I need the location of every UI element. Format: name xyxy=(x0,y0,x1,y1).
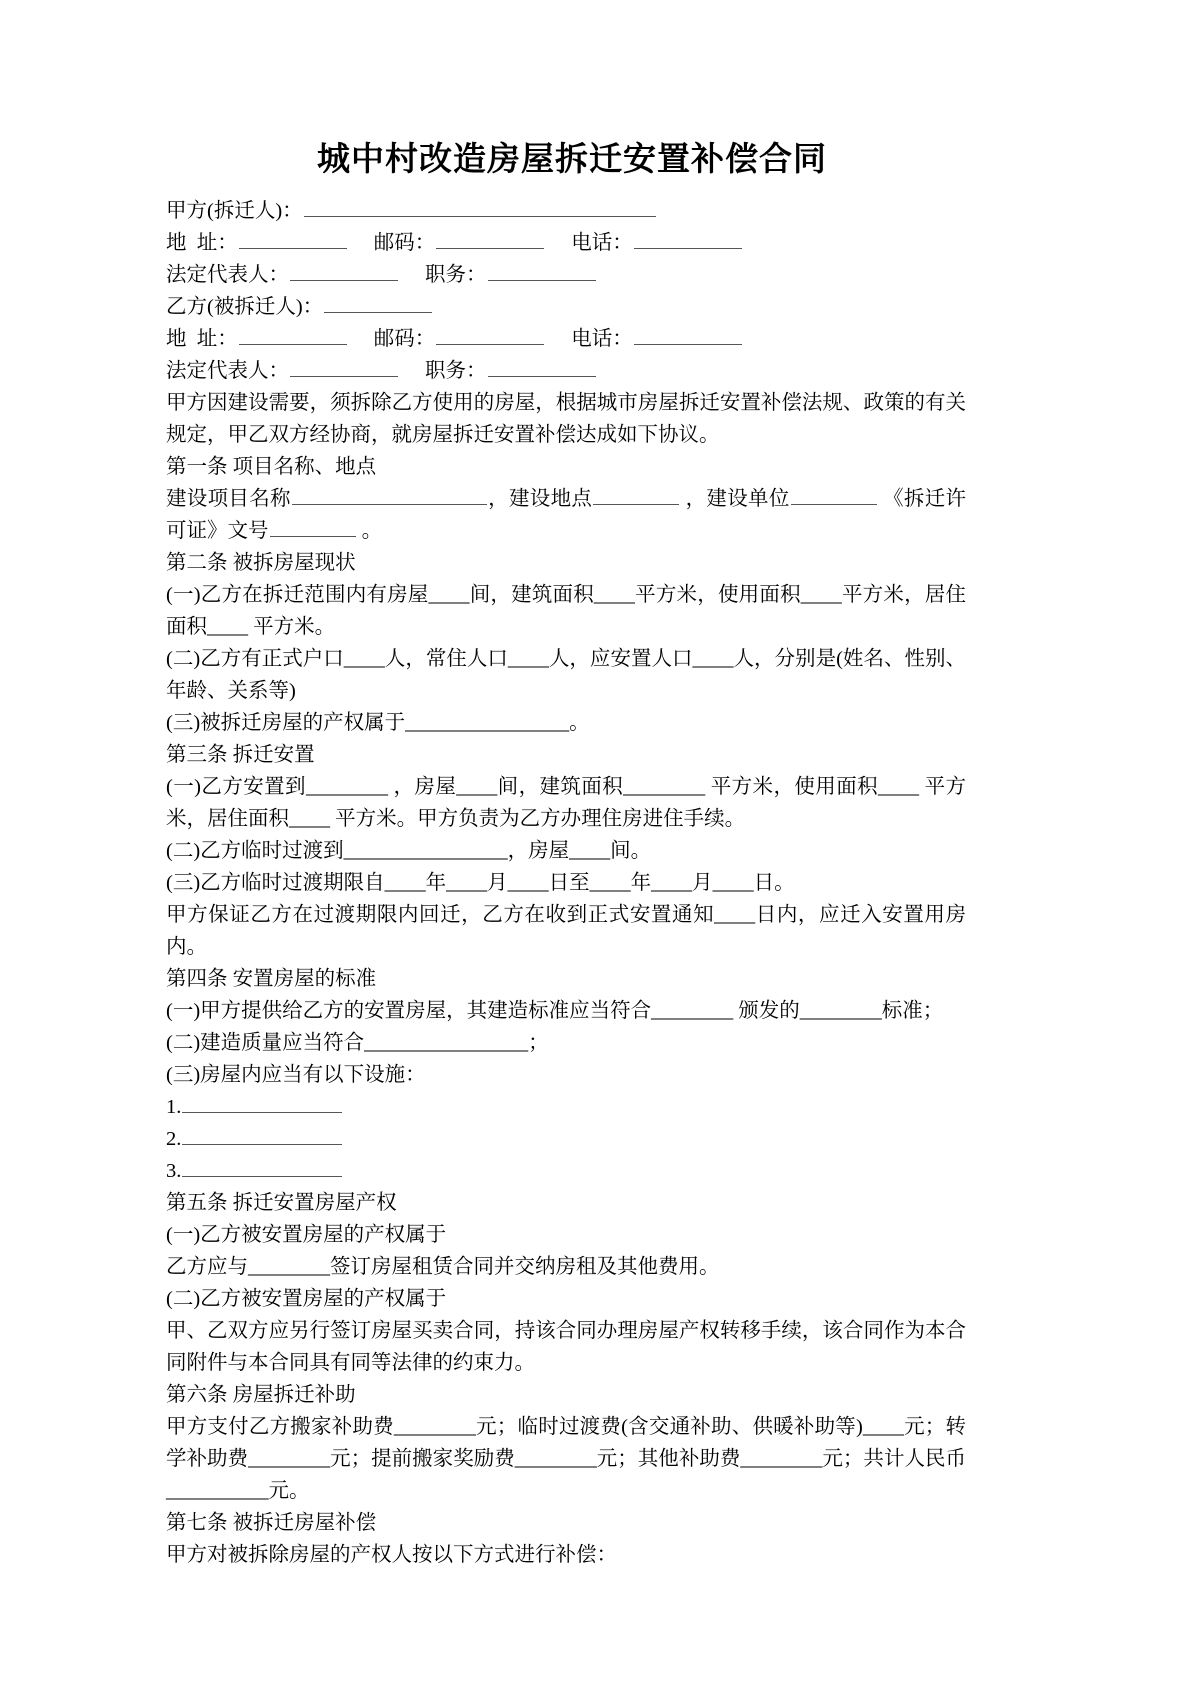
address-label-b: 地 址： xyxy=(166,328,238,351)
article-4-item-2: (二)建造质量应当符合________________； xyxy=(166,1032,549,1055)
permit-number-blank[interactable] xyxy=(270,516,356,537)
build-unit-label: ，建设单位 xyxy=(680,488,790,511)
party-a-position-blank[interactable] xyxy=(488,260,596,281)
article-7-item-1: 甲方对被拆除房屋的产权人按以下方式进行补偿： xyxy=(166,1544,617,1567)
page-title: 城中村改造房屋拆迁安置补偿合同 xyxy=(317,142,827,178)
facility-number-1: 1. xyxy=(166,1096,182,1119)
party-b-address-line xyxy=(166,323,966,355)
article-3-heading: 第三条 拆迁安置 xyxy=(166,744,315,767)
position-label-b: 职务： xyxy=(425,360,487,383)
permit-suffix: 。 xyxy=(356,520,383,543)
facility-number-3: 3. xyxy=(166,1160,182,1183)
party-b-position-blank[interactable] xyxy=(488,356,596,377)
article-6-heading: 第六条 房屋拆迁补助 xyxy=(166,1384,356,1407)
article-3-item-1: (一)乙方安置到________ ，房屋____间，建筑面积________ 平方米，使用面积____ 平方米，居住面积____ 平方米。甲方负责为乙方办理住房进住手续。 xyxy=(166,776,966,831)
party-a-label: 甲方(拆迁人)： xyxy=(166,200,303,223)
article-5-item-3: (二)乙方被安置房屋的产权属于 xyxy=(166,1288,447,1311)
party-b-postcode-blank[interactable] xyxy=(436,324,544,345)
position-label: 职务： xyxy=(425,264,487,287)
article-2-item-1: (一)乙方在拆迁范围内有房屋____间，建筑面积____平方米，使用面积____平方米，居住面积____ 平方米。 xyxy=(166,584,966,639)
document-content xyxy=(166,140,966,1571)
party-b-rep-blank[interactable] xyxy=(290,356,398,377)
facility-blank-3[interactable] xyxy=(182,1156,342,1177)
party-a-rep-blank[interactable] xyxy=(290,260,398,281)
address-label: 地 址： xyxy=(166,232,238,255)
project-name-label: 建设项目名称 xyxy=(166,488,291,511)
article-3-item-4: 甲方保证乙方在过渡期限内回迁，乙方在收到正式安置通知____日内，应迁入安置用房内。 xyxy=(166,904,966,959)
facility-list-item-2 xyxy=(166,1123,966,1155)
postcode-label-b: 邮码： xyxy=(373,328,436,351)
article-5-item-4: 甲、乙双方应另行签订房屋买卖合同，持该合同办理房屋产权转移手续，该合同作为本合同附件与本合同具有同等法律的约束力。 xyxy=(166,1320,966,1375)
article-2-item-3: (三)被拆迁房屋的产权属于________________。 xyxy=(166,712,590,735)
facility-number-2: 2. xyxy=(166,1128,182,1151)
facility-list-item-3 xyxy=(166,1155,966,1187)
article-1-heading: 第一条 项目名称、地点 xyxy=(166,456,377,479)
postcode-label: 邮码： xyxy=(373,232,436,255)
article-4-item-1: (一)甲方提供给乙方的安置房屋，其建造标准应当符合________ 颁发的________标准； xyxy=(166,1000,944,1023)
party-b-phone-blank[interactable] xyxy=(634,324,742,345)
party-a-blank[interactable] xyxy=(304,196,656,217)
party-a-phone-blank[interactable] xyxy=(634,228,742,249)
facility-blank-1[interactable] xyxy=(182,1092,342,1113)
project-site-label: ，建设地点 xyxy=(487,488,593,511)
party-a-line xyxy=(166,195,966,227)
party-b-rep-line xyxy=(166,355,966,387)
article-5-item-1: (一)乙方被安置房屋的产权属于 xyxy=(166,1224,447,1247)
legal-rep-label-b: 法定代表人： xyxy=(166,360,289,383)
phone-label: 电话： xyxy=(571,232,633,255)
article-6-item-1: 甲方支付乙方搬家补助费________元；临时过渡费(含交通补助、供暖补助等)____元；转学补助费________元；提前搬家奖励费________元；其他补助费________元；共计人民币__________元。 xyxy=(166,1416,966,1503)
party-b-address-blank[interactable] xyxy=(239,324,347,345)
party-b-line xyxy=(166,291,966,323)
legal-rep-label: 法定代表人： xyxy=(166,264,289,287)
facility-list-item-1 xyxy=(166,1091,966,1123)
article-4-item-3: (三)房屋内应当有以下设施： xyxy=(166,1064,426,1087)
build-unit-blank[interactable] xyxy=(791,484,877,505)
article-2-item-2: (二)乙方有正式户口____人，常住人口____人，应安置人口____人，分别是(姓名、性别、年龄、关系等) xyxy=(166,648,966,703)
article-3-item-2: (二)乙方临时过渡到________________，房屋____间。 xyxy=(166,840,652,863)
facility-blank-2[interactable] xyxy=(182,1124,342,1145)
project-name-blank[interactable] xyxy=(292,484,487,505)
party-b-label: 乙方(被拆迁人)： xyxy=(166,296,324,319)
phone-label-b: 电话： xyxy=(571,328,633,351)
preamble-paragraph: 甲方因建设需要，须拆除乙方使用的房屋，根据城市房屋拆迁安置补偿法规、政策的有关规定，甲乙双方经协商，就房屋拆迁安置补偿达成如下协议。 xyxy=(166,392,966,447)
article-7-heading: 第七条 被拆迁房屋补偿 xyxy=(166,1512,377,1535)
party-a-address-line xyxy=(166,227,966,259)
project-site-blank[interactable] xyxy=(593,484,679,505)
article-4-heading: 第四条 安置房屋的标准 xyxy=(166,968,377,991)
article-2-heading: 第二条 被拆房屋现状 xyxy=(166,552,356,575)
party-b-blank[interactable] xyxy=(324,292,432,313)
party-a-address-blank[interactable] xyxy=(239,228,347,249)
permit-label: 《拆迁许可证》文号 xyxy=(166,488,967,543)
party-a-postcode-blank[interactable] xyxy=(436,228,544,249)
article-5-item-2: 乙方应与________签订房屋租赁合同并交纳房租及其他费用。 xyxy=(166,1256,720,1279)
article-5-heading: 第五条 拆迁安置房屋产权 xyxy=(166,1192,397,1215)
article-3-item-3: (三)乙方临时过渡期限自____年____月____日至____年____月____日。 xyxy=(166,872,795,895)
article-1-body xyxy=(166,483,966,547)
party-a-rep-line xyxy=(166,259,966,291)
